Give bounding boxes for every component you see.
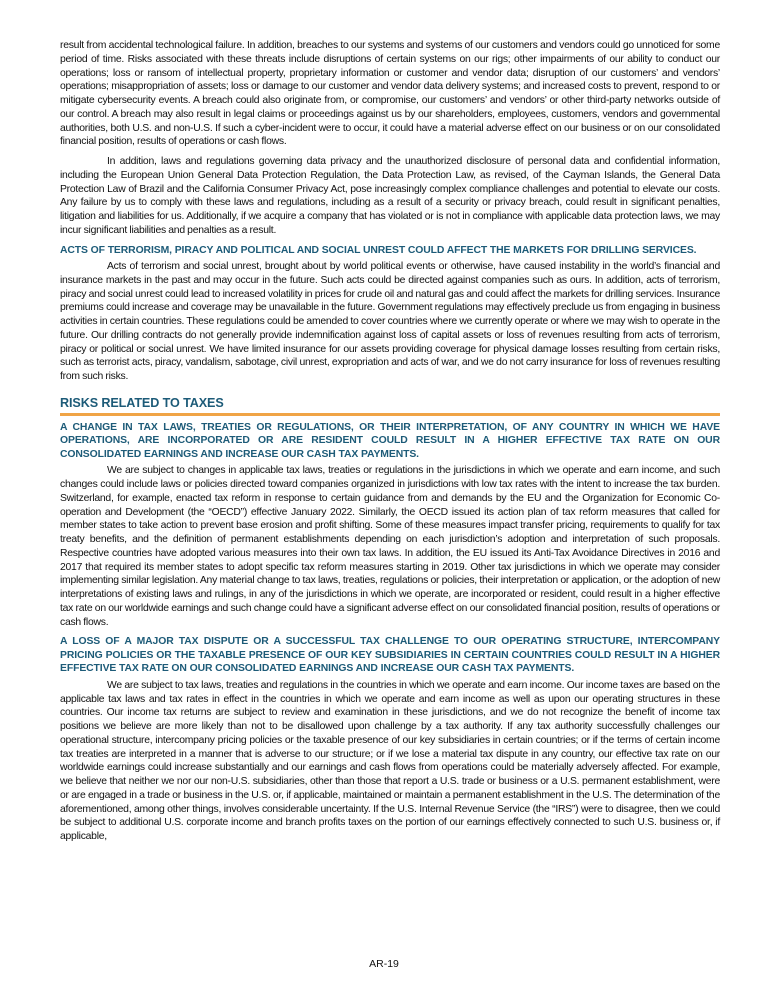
paragraph-terrorism: Acts of terrorism and social unrest, brought about by world political events or otherwise, have caused instability in the world’s financial and insurance markets in the past and may occur in the future. Such acts could be directed against companies such as ours. In addition, acts of terrorism, piracy and social unrest could lead to increased volatility in prices for crude oil and natural gas and could affect the markets for drilling services. Insurance premiums could increase and coverage may be unavailable in the future. Government regulations may effectively preclude us from engaging in business activities in certain countries. These regulations could be amended to cover countries where we currently operate or where we may wish to operate in the future. Our drilling contracts do not generally provide indemnification against loss of capital assets or loss of revenues resulting from acts of terrorism, piracy or political or social unrest. We have limited insurance for our assets providing coverage for physical damage losses resulting from certain risks, such as terrorist acts, piracy, vandalism, sabotage, civil unrest, expropriation and acts of war, and we do not carry insurance for loss of revenues resulting from such risks. [60, 261, 720, 382]
heading-tax-law-change: A CHANGE IN TAX LAWS, TREATIES OR REGULATIONS, OR THEIR INTERPRETATION, OF ANY COUNTRY IN WHICH WE HAVE OPERATIONS, ARE INCORPORATED OR ARE RESIDENT COULD RESULT IN A HIGHER EFFECTIVE TAX RATE ON OUR CONSOLIDATED EARNINGS AND INCREASE OUR CASH TAX PAYMENTS. [60, 421, 720, 460]
section-title-taxes: RISKS RELATED TO TAXES [60, 396, 720, 416]
heading-terrorism: ACTS OF TERRORISM, PIRACY AND POLITICAL AND SOCIAL UNREST COULD AFFECT THE MARKETS FOR DRILLING SERVICES. [60, 244, 697, 256]
paragraph-data-privacy: In addition, laws and regulations governing data privacy and the unauthorized disclosure of personal data and confidential information, including the European Union General Data Protection Regulation, the Data Protection Law, as revised, of the Cayman Islands, the General Data Protection Law of Brazil and the California Consumer Privacy Act, pose increasingly complex compliance challenges and potential to elevate our costs. Any failure by us to comply with these laws and regulations, including as a result of a security or privacy breach, could result in significant penalties, litigation and liabilities for us. Additionally, if we acquire a company that has violated or is not in compliance with applicable data protection laws, we may incur significant liabilities and penalties as a result. [60, 156, 720, 236]
page-number: AR-19 [369, 958, 399, 970]
paragraph-tax-dispute: We are subject to tax laws, treaties and regulations in the countries in which we operate and earn income. Our income taxes are based on the applicable tax laws and tax rates in effect in the countries in which we operate and earn income as well as upon our operating structures in these countries. Our income tax returns are subject to review and examination in these jurisdictions, and we do not recognize the benefit of income tax positions we believe are more likely than not to be disallowed upon challenge by a tax authority. If any tax authority successfully challenges our operational structure, intercompany pricing policies or the taxable presence of our key subsidiaries in certain countries; or if the terms of certain income tax treaties are interpreted in a manner that is adverse to our structure; or if we lose a material tax dispute in any country, our effective tax rate on our worldwide earnings could increase substantially and our earnings and cash flows from operations could be materially adversely affected. For example, we believe that neither we nor our non-U.S. subsidiaries, other than those that report a U.S. trade or business or a U.S. permanent establishment, were or are engaged in a trade or business in the U.S. or, if applicable, maintained or maintain a permanent establishment in the U.S. The determination of the aforementioned, among other things, involves considerable uncertainty. If the U.S. Internal Revenue Service (the “IRS”) were to disagree, then we could be subject to additional U.S. corporate income and branch profits taxes on the portion of our earnings effectively connected to such U.S. business or, if applicable, [60, 679, 720, 842]
document-body [60, 39, 720, 850]
heading-tax-dispute: A LOSS OF A MAJOR TAX DISPUTE OR A SUCCESSFUL TAX CHALLENGE TO OUR OPERATING STRUCTURE, INTERCOMPANY PRICING POLICIES OR THE TAXABLE PRESENCE OF OUR KEY SUBSIDIARIES IN CERTAIN COUNTRIES COULD RESULT IN A HIGHER EFFECTIVE TAX RATE ON OUR CONSOLIDATED EARNINGS AND INCREASE OUR CASH TAX PAYMENTS. [60, 636, 720, 675]
paragraph-tax-law-change: We are subject to changes in applicable tax laws, treaties or regulations in the jurisdictions in which we operate and earn income, and such changes could include laws or policies directed toward companies organized in jurisdictions with low tax rates with the intent to increase the tax burden. Switzerland, for example, enacted tax reform in response to certain guidance from and demands by the EU and the Organization for Economic Co-operation and Development (the “OECD”) effective January 2022. Similarly, the OECD issued its action plan of tax reform measures that called for member states to take action to prevent base erosion and profit shifting. Some of these measures impact transfer pricing, requirements to qualify for tax treaty benefits, and the definition of permanent establishments depending on each jurisdiction’s adoption and interpretation of such proposals. Respective countries have adopted various measures into their own tax laws. In addition, the EU issued its Anti-Tax Avoidance Directives in 2016 and 2017 that required its member states to adopt specific tax reform measures starting in 2019. Other tax jurisdictions in which we operate may consider implementing similar legislation. Any material change to tax laws, treaties, regulations or policies, their interpretation or application, or the adoption of new interpretations of existing laws and rulings, in any of the jurisdictions in which we operate, are incorporated or resident, could result in a higher effective tax rate on our worldwide earnings and such change could have a significant adverse effect on our consolidated financial position, results of operations or cash flows. [60, 465, 720, 628]
paragraph-cyber-breach: result from accidental technological failure. In addition, breaches to our systems and systems of our customers and vendors could go unnoticed for some period of time. Risks associated with these threats include disruptions of certain systems on our rigs; other impairments of our ability to conduct our operations; loss or ransom of intellectual property, proprietary information or customer and vendor data; disruption of our customers’ and vendors’ operations; misappropriation of assets; loss or damage to our customer and vendor data delivery systems; and increased costs to prevent, respond to or mitigate cybersecurity events. A breach could also originate from, or compromise, our customers’ and vendors’ or other third-party networks outside of our control. A breach may also result in legal claims or proceedings against us by our shareholders, employees, customers, vendors and governmental authorities, both U.S. and non-U.S. If such a cyber-incident were to occur, it could have a material adverse effect on our business or on our consolidated financial position, results of operations or cash flows. [60, 40, 720, 148]
